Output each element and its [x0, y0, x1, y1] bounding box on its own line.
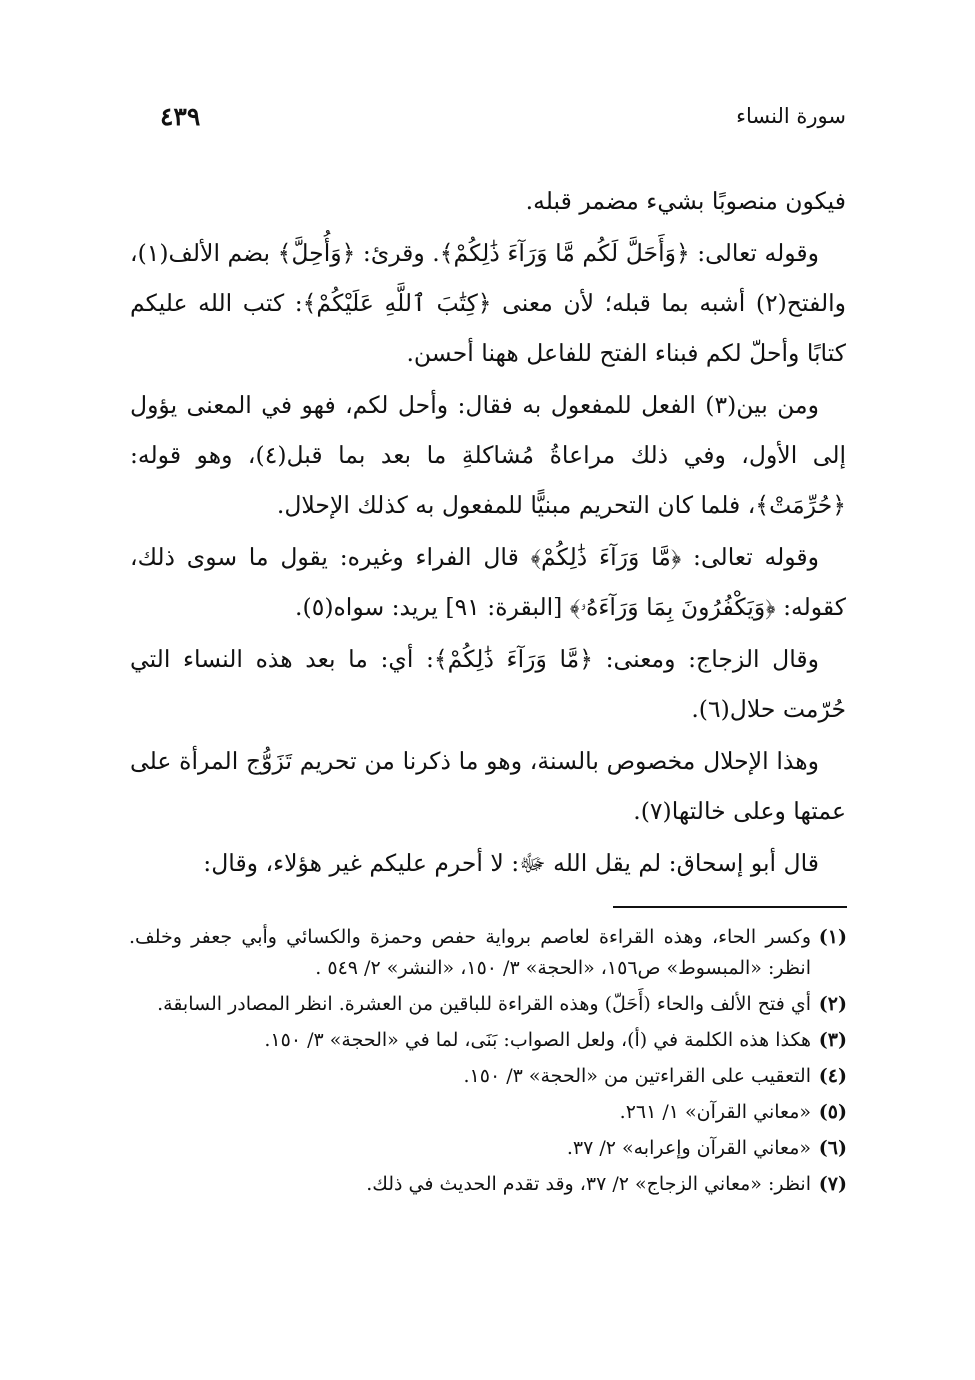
- footnote-number: (٥): [818, 1101, 847, 1123]
- paragraph-6: وهذا الإحلال مخصوص بالسنة، وهو ما ذكرنا من تحريم تَزَوُّج المرأة على عمتها وعلى خالتها(٧).: [130, 747, 846, 825]
- footnote-item: [129, 1025, 847, 1056]
- footnote-text: «معاني القرآن وإعرابه» ٢/ ٣٧.: [566, 1137, 811, 1159]
- footnote-number: (٧): [818, 1173, 847, 1195]
- page-number: ٤٣٩: [160, 102, 201, 131]
- footnote-item: [129, 989, 847, 1020]
- surah-title: سورة النساء: [736, 104, 846, 128]
- footnote-number: (٣): [818, 1029, 847, 1051]
- paragraph-1: فيكون منصوبًا بشيء مضمر قبله.: [525, 187, 846, 215]
- paragraph-4: وقوله تعالى: ﴿مَّا وَرَآءَ ذَٰلِكُمْ﴾ قال الفراء وغيره: يقول ما سوى ذلك، كقوله: ﴿وَيَكْفُرُونَ بِمَا وَرَآءَهُۥ﴾ [البقرة: ٩١] يريد: سواه(٥).: [130, 543, 846, 621]
- footnote-item: [129, 1169, 847, 1200]
- running-head: [160, 104, 846, 140]
- footnote-number: (٢): [818, 993, 847, 1015]
- footnote-text: التعقيب على القراءتين من «الحجة» ٣/ ١٥٠.: [463, 1065, 811, 1087]
- footnotes: [129, 922, 847, 1205]
- footnote-text: انظر: «معاني الزجاج» ٢/ ٣٧، وقد تقدم الحديث في ذلك.: [366, 1173, 811, 1195]
- footnote-text: أي فتح الألف والحاء (أَحَلّ) وهذه القراءة للباقين من العشرة. انظر المصادر السابقة.: [157, 993, 811, 1015]
- footnote-divider: [613, 906, 847, 908]
- paragraph-5: وقال الزجاج: ومعنى: ﴿مَّا وَرَآءَ ذَٰلِكُمْ﴾: أي: ما بعد هذه النساء التي حُرّمت حلال(٦).: [130, 645, 846, 723]
- footnote-text: وكسر الحاء، وهذه القراءة لعاصم برواية حفص وحمزة والكسائي وأبي جعفر وخلف. انظر: «المبسوط» ص١٥٦، «الحجة» ٣/ ١٥٠، «النشر» ٢/ ٥٤٩ .: [129, 926, 811, 979]
- footnote-item: [129, 1061, 847, 1092]
- paragraph-3: ومن بين(٣) الفعل للمفعول به فقال: وأحل لكم، فهو في المعنى يؤول إلى الأول، وفي ذلك مراعاةُ مُشاكلةِ ما بعد بما قبل(٤)، وهو قوله: ﴿حُرِّمَتْ﴾، فلما كان التحريم مبنيًّا للمفعول به كذلك الإحلال.: [130, 391, 847, 519]
- footnote-item: [129, 922, 847, 984]
- footnote-number: (٦): [818, 1137, 847, 1159]
- footnote-number: (١): [818, 926, 847, 948]
- footnote-number: (٤): [818, 1065, 847, 1087]
- footnote-text: هكذا هذه الكلمة في (أ)، ولعل الصواب: بَنَى، لما في «الحجة» ٣/ ١٥٠.: [264, 1029, 811, 1051]
- main-text: [130, 176, 846, 888]
- paragraph-2: وقوله تعالى: ﴿وَأَحَلَّ لَكُم مَّا وَرَآءَ ذَٰلِكُمْ﴾. وقرئ: ﴿وَأُحِلَّ﴾ بضم الألف(١)، والفتح(٢) أشبه بما قبله؛ لأن معنى ﴿كِتَٰبَ ٱللَّهِ عَلَيْكُمْ﴾: كتب الله عليكم كتابًا وأحلّ لكم فبناء الفتح للفاعل ههنا أحسن.: [130, 239, 846, 367]
- footnote-item: [129, 1133, 847, 1164]
- paragraph-7: قال أبو إسحاق: لم يقل الله ﷻ: لا أحرم عليكم غير هؤلاء، وقال:: [203, 849, 819, 877]
- footnote-text: «معاني القرآن» ١/ ٢٦١.: [619, 1101, 811, 1123]
- footnote-item: [129, 1097, 847, 1128]
